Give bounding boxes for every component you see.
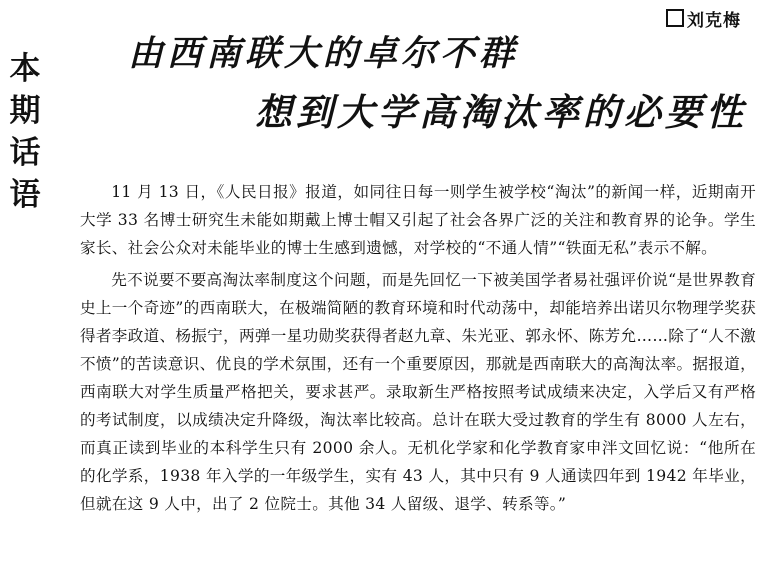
author-byline [666, 7, 741, 29]
section-label: 本期话语 [9, 51, 41, 213]
title-line-2: 想到大学高淘汰率的必要性 [255, 91, 747, 134]
article-body [80, 178, 756, 522]
checkbox-square-icon [666, 9, 684, 27]
paragraph-2: 先不说要不要高淘汰率制度这个问题，而是先回忆一下被美国学者易社强评价说“是世界教育史上一个奇迹”的西南联大，在极端简陋的教育环境和时代动荡中，却能培养出诺贝尔物理学奖获得者李政道、杨振宁，两弹一星功勋奖获得者赵九章、朱光亚、郭永怀、陈芳允……除了“人不激不愤”的苦读意识、优良的学术氛围，还有一个重要原因，那就是西南联大的高淘汰率。据报道，西南联大对学生质量严格把关，要求甚严。录取新生严格按照考试成绩来决定，入学后又有严格的考试制度，以成绩决定升降级，淘汰率比较高。总计在联大受过教育的学生有 8000 人左右，而真正读到毕业的本科学生只有 2000 余人。无机化学家和化学教育家申泮文回忆说：“他所在的化学系，1938 年入学的一年级学生，实有 43 人，其中只有 9 人通读四年到 1942 年毕业，但就在这 9 人中，出了 2 位院士。其他 34 人留级、退学、转系等。” [80, 271, 756, 513]
paragraph-1: 11 月 13 日，《人民日报》报道，如同往日每一则学生被学校“淘汰”的新闻一样，近期南开大学 33 名博士研究生未能如期戴上博士帽又引起了社会各界广泛的关注和教育界的论争。学生家长、社会公众对未能毕业的博士生感到遗憾，对学校的“不通人情”“铁面无私”表示不解。 [80, 183, 756, 257]
title-line-1: 由西南联大的卓尔不群 [128, 34, 519, 74]
author-name: 刘克梅 [687, 10, 741, 31]
